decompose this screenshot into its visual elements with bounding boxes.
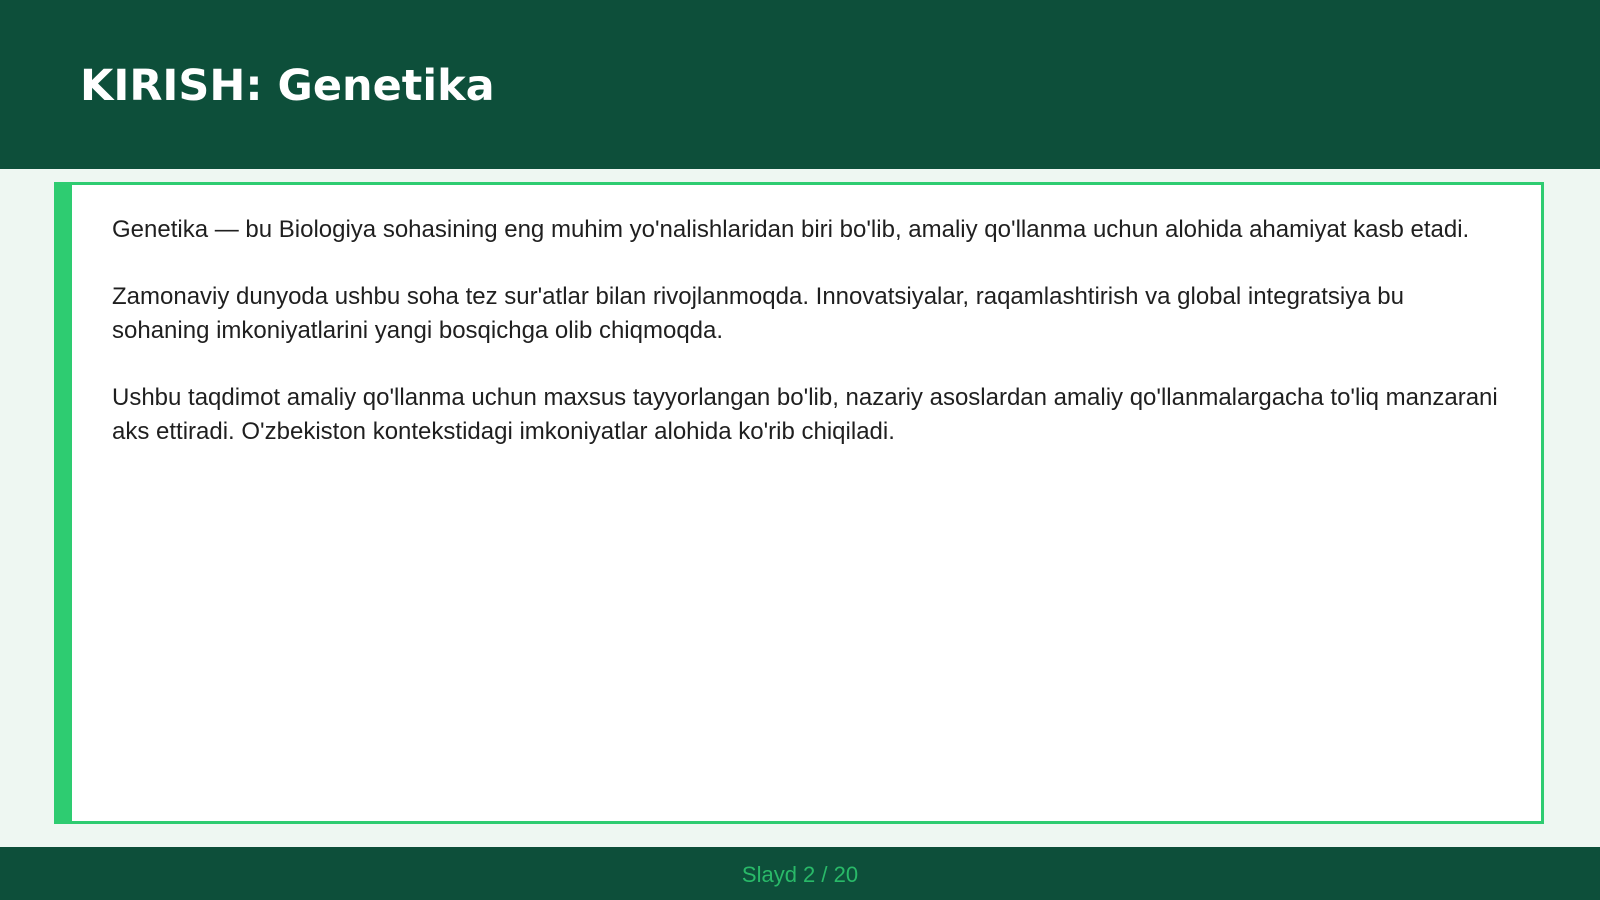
slide-counter: Slayd 2 / 20: [741, 862, 859, 887]
paragraph-intro: Genetika — bu Biologiya sohasining eng muhim yo'nalishlaridan biri bo'lib, amaliy qo'llanma uchun alohida ahamiyat kasb etadi.: [112, 216, 1470, 243]
slide-title: KIRISH: Genetika: [80, 61, 495, 111]
slide-header: [0, 0, 1600, 169]
paragraph-purpose: Ushbu taqdimot amaliy qo'llanma uchun maxsus tayyorlangan bo'lib, nazariy asoslardan amaliy qo'llanmalargacha to'liq manzarani aks ettiradi. O'zbekiston kontekstidagi imkoniyatlar alohida ko'rib chiqiladi.: [112, 384, 1498, 445]
paragraph-development: Zamonaviy dunyoda ushbu soha tez sur'atlar bilan rivojlanmoqda. Innovatsiyalar, raqamlashtirish va global integratsiya bu sohaning imkoniyatlarini yangi bosqichga olib chiqmoqda.: [112, 283, 1404, 344]
slide-footer: [0, 847, 1600, 900]
content-card: [54, 182, 1544, 824]
